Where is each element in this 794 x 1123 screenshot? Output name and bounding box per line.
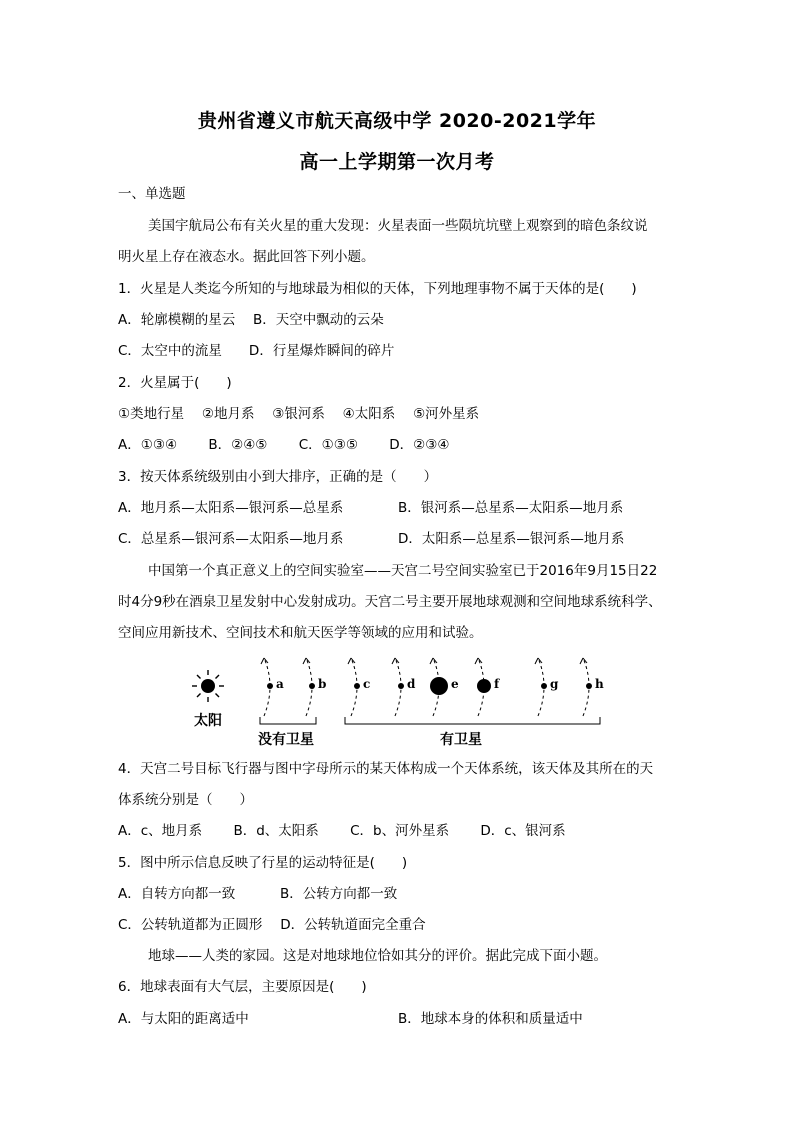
exam-subtitle: 高一上学期第一次月考	[299, 151, 495, 173]
q5-options-cd: C．公转轨道都为正圆形 D．公转轨道面完全重合	[118, 917, 426, 933]
q1-options-cd: C．太空中的流星 D．行星爆炸瞬间的碎片	[118, 343, 395, 359]
planet-label-d: d	[407, 677, 416, 691]
orbit-arrow-icon	[580, 658, 587, 664]
planet-label-e: e	[451, 677, 459, 691]
q2-options: A．①③④ B．②④⑤ C．①③⑤ D．②③④	[118, 437, 450, 453]
planet-label-f: f	[494, 677, 500, 691]
planet-b	[309, 683, 315, 689]
q4-stem-line2: 体系统分别是（ ）	[118, 792, 253, 808]
q3-option-c: C．总星系—银河系—太阳系—地月系	[118, 531, 344, 547]
planet-f	[477, 679, 491, 693]
planet-label-h: h	[595, 677, 604, 691]
passage3-line1: 地球——人类的家园。这是对地球地位恰如其分的评价。据此完成下面小题。	[148, 948, 607, 964]
passage2-line3: 空间应用新技术、空间技术和航天医学等领域的应用和试验。	[118, 625, 483, 641]
q6-option-a: A．与太阳的距离适中	[118, 1011, 249, 1027]
orbit-arrow-icon	[303, 658, 310, 664]
q3-option-d: D．太阳系—总星系—银河系—地月系	[398, 531, 625, 547]
sun-label: 太阳	[194, 713, 222, 729]
q6-option-b: B．地球本身的体积和质量适中	[398, 1011, 583, 1027]
orbit-arrow-icon	[348, 658, 355, 664]
group-brace-no-moon	[260, 717, 316, 724]
planet-c	[354, 683, 360, 689]
q1-options-ab: A．轮廓模糊的星云 B．天空中飘动的云朵	[118, 312, 384, 328]
passage2-line2: 时4分9秒在酒泉卫星发射中心发射成功。天宫二号主要开展地球观测和空间地球系统科学、	[118, 594, 662, 610]
passage2-line1: 中国第一个真正意义上的空间实验室——天宫二号空间实验室已于2016年9月15日22	[148, 563, 658, 579]
label-no-moon: 没有卫星	[258, 732, 314, 748]
planet-a	[267, 683, 273, 689]
orbit-arrow-icon	[535, 658, 542, 664]
planet-g	[541, 683, 547, 689]
q5-options-ab: A．自转方向都一致 B．公转方向都一致	[118, 886, 398, 902]
planet-label-g: g	[550, 677, 559, 691]
q4-options: A．c、地月系 B．d、太阳系 C．b、河外星系 D．c、银河系	[118, 823, 566, 839]
group-brace-moon	[345, 717, 600, 724]
q2-items: ①类地行星 ②地月系 ③银河系 ④太阳系 ⑤河外星系	[118, 406, 480, 422]
sun-icon	[192, 670, 224, 702]
planet-d	[398, 683, 404, 689]
planet-e	[430, 677, 448, 695]
planet-orbits	[261, 658, 604, 716]
planet-label-c: c	[363, 677, 371, 691]
planet-label-a: a	[276, 677, 284, 691]
orbit-arrow-icon	[430, 658, 437, 664]
section-heading: 一、单选题	[118, 186, 186, 202]
passage1-line1: 美国宇航局公布有关火星的重大发现：火星表面一些陨坑坑壁上观察到的暗色条纹说	[148, 218, 648, 234]
q2-stem: 2．火星属于( )	[118, 375, 232, 391]
planet-label-b: b	[318, 677, 327, 691]
orbit-arrow-icon	[392, 658, 399, 664]
orbit-arrow-icon	[475, 658, 482, 664]
q6-stem: 6．地球表面有大气层，主要原因是( )	[118, 979, 367, 995]
solar-system-figure	[180, 650, 620, 755]
exam-title: 贵州省遵义市航天高级中学 2020-2021学年	[197, 110, 597, 132]
planet-h	[586, 683, 592, 689]
label-moon: 有卫星	[440, 732, 482, 748]
q3-option-b: B．银河系—总星系—太阳系—地月系	[398, 500, 624, 516]
q3-stem: 3．按天体系统级别由小到大排序，正确的是（ ）	[118, 469, 438, 485]
orbit-arrow-icon	[261, 658, 268, 664]
q5-stem: 5．图中所示信息反映了行星的运动特征是( )	[118, 855, 408, 871]
q3-option-a: A．地月系—太阳系—银河系—总星系	[118, 500, 344, 516]
q1-stem: 1．火星是人类迄今所知的与地球最为相似的天体，下列地理事物不属于天体的是( )	[118, 281, 637, 297]
q4-stem-line1: 4．天宫二号目标飞行器与图中字母所示的某天体构成一个天体系统，该天体及其所在的天	[118, 761, 654, 777]
passage1-line2: 明火星上存在液态水。据此回答下列小题。	[118, 249, 375, 265]
